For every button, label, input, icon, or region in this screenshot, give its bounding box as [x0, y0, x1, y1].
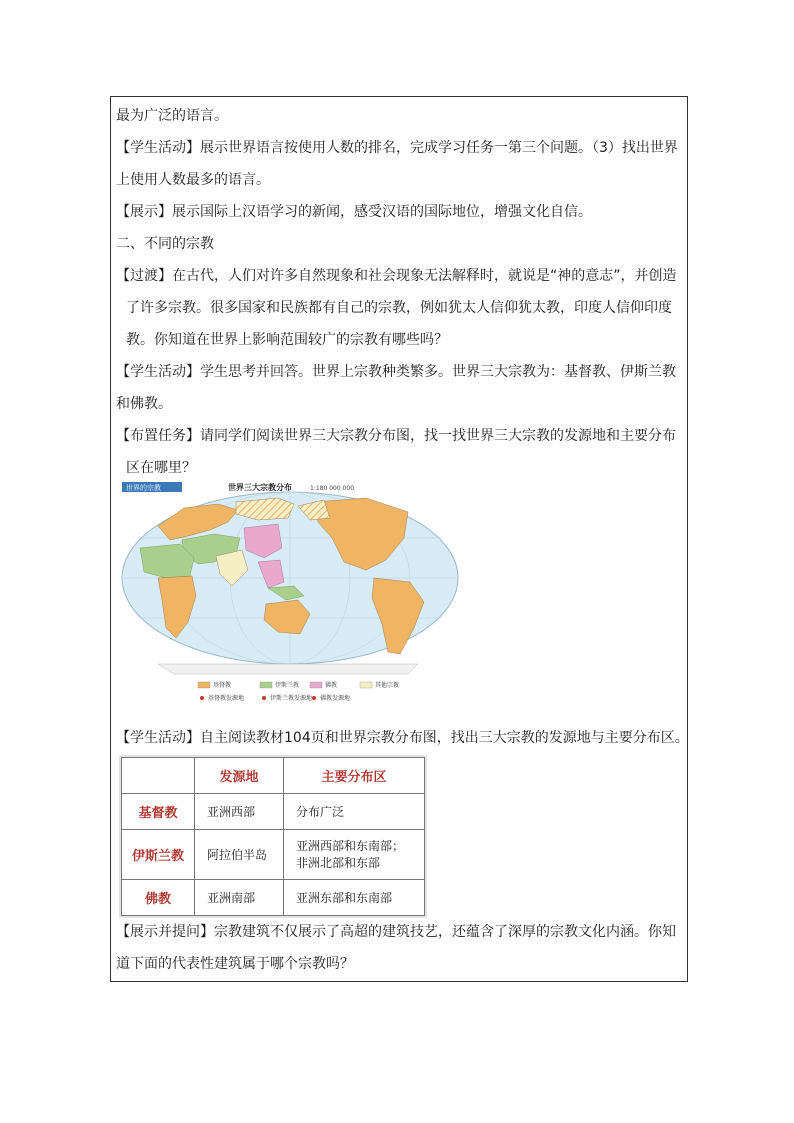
table-row — [122, 794, 425, 830]
paragraph: 最为广泛的语言。 — [116, 108, 228, 124]
map-scale: 1:180 000 000 — [310, 485, 355, 492]
legend-label: 佛教发源地 — [320, 695, 351, 702]
religion-name: 伊斯兰教 — [122, 830, 195, 880]
paragraph: 【布置任务】请同学们阅读世界三大宗教分布图，找一找世界三大宗教的发源地和主要分布 — [116, 428, 676, 444]
activity-text: 【学生活动】自主阅读教材104页和世界宗教分布图，找出三大宗教的发源地与主要分布区。 — [116, 730, 689, 746]
legend-label: 基督教 — [213, 682, 232, 689]
paragraph: 上使用人数最多的语言。 — [116, 172, 270, 188]
religion-origin: 亚洲西部 — [195, 794, 284, 830]
table-header-row — [122, 758, 425, 794]
distribution-line: 亚洲东部和东南部 — [296, 891, 393, 905]
religion-origin: 阿拉伯半岛 — [195, 830, 284, 880]
religion-distribution — [284, 794, 425, 830]
paragraph: 【学生活动】展示世界语言按使用人数的排名，完成学习任务一第三个问题。（3）找出世界 — [116, 140, 678, 156]
legend-label: 伊斯兰教 — [275, 682, 300, 689]
paragraph: 【展示】展示国际上汉语学习的新闻，感受汉语的国际地位，增强文化自信。 — [116, 204, 592, 220]
lesson-text — [116, 100, 682, 484]
religion-name: 佛教 — [122, 880, 195, 916]
world-religion-map — [118, 478, 466, 710]
distribution-line: 分布广泛 — [296, 805, 345, 819]
distribution-line: 非洲北部和东部 — [296, 855, 381, 870]
religion-name: 基督教 — [122, 794, 195, 830]
map-tag: 世界的宗教 — [126, 484, 161, 492]
paragraph: 教。你知道在世界上影响范围较广的宗教有哪些吗？ — [126, 332, 448, 348]
legend-label: 基督教发源地 — [208, 695, 245, 702]
legend-label: 伊斯兰教发源地 — [270, 695, 313, 702]
paragraph: 和佛教。 — [116, 396, 172, 412]
table-corner — [122, 758, 195, 794]
paragraph: 区在哪里？ — [126, 460, 196, 476]
legend-label: 其他宗教 — [375, 682, 400, 689]
table-row — [122, 830, 425, 880]
religion-table — [121, 757, 425, 916]
religion-distribution — [284, 880, 425, 916]
closing-text — [116, 916, 682, 980]
paragraph: 【过渡】在古代，人们对许多自然现象和社会现象无法解释时，就说是“神的意志”，并创造 — [116, 268, 677, 284]
paragraph: 【学生活动】学生思考并回答。世界上宗教种类繁多。世界三大宗教为：基督教、伊斯兰教 — [116, 364, 676, 380]
table-header: 发源地 — [195, 758, 284, 794]
section-heading: 二、不同的宗教 — [116, 236, 214, 252]
paragraph: 【展示并提问】宗教建筑不仅展示了高超的建筑技艺，还蕴含了深厚的宗教文化内涵。你知 — [116, 924, 676, 940]
distribution-line: 亚洲西部和东南部； — [296, 838, 405, 853]
paragraph: 道下面的代表性建筑属于哪个宗教吗？ — [116, 956, 354, 972]
table-row — [122, 880, 425, 916]
table-header: 主要分布区 — [284, 758, 425, 794]
religion-distribution — [284, 830, 425, 880]
map-title: 世界三大宗教分布 — [228, 483, 292, 492]
paragraph: 了许多宗教。很多国家和民族都有自己的宗教，例如犹太人信仰犹太教，印度人信仰印度 — [126, 300, 672, 316]
religion-origin: 亚洲南部 — [195, 880, 284, 916]
legend-label: 佛教 — [325, 682, 338, 689]
